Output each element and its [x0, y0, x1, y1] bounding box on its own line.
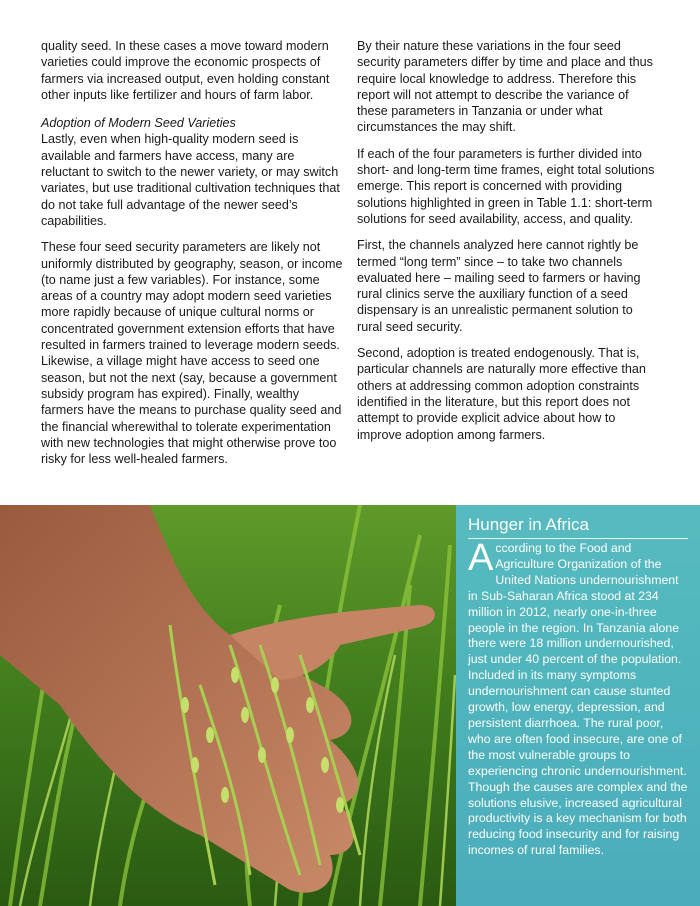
left-column: [41, 38, 343, 477]
left-paragraph-1: quality seed. In these cases a move toward modern varieties could improve the economic prospects of farmers via increased output, even holding constant other inputs like fertilizer and hours of farm labor.: [41, 39, 330, 102]
right-paragraph-3: First, the channels analyzed here cannot rightly be termed “long term” since – to take two channels evaluated here – mailing seed to farmers or having rural clinics serve the auxiliary function of a seed dispensary is an unrealistic permanent solution to rural seed security.: [357, 238, 641, 334]
sidebar-title: Hunger in Africa: [468, 515, 688, 539]
section-subheading: Adoption of Modern Seed Varieties: [41, 116, 236, 131]
right-column: [357, 38, 661, 453]
left-paragraph-2: Lastly, even when high-quality modern seed is available and farmers have access, many are reluctant to switch to the newer variety, or may switch variates, but use traditional cultivation techniques that do not take full advantage of the newer seed’s capabilities.: [41, 132, 340, 228]
sidebar-body: [468, 537, 688, 859]
left-paragraph-3: These four seed security parameters are likely not uniformly distributed by geography, season, or income (to name just a few variables). For instance, some areas of a country may adopt modern seed varieties more rapidly because of unique cultural norms or concentrated government extension efforts that have resulted in farmers trained to leverage modern seeds. Likewise, a village might have access to seed one season, but not the next (say, because a government subsidy program has expired). Finally, wealthy farmers have the means to purchase quality seed and the financial wherewithal to tolerate experimentation with new technologies that might otherwise prove too risky for less well-healed farmers.: [41, 240, 343, 467]
right-paragraph-4: Second, adoption is treated endogenously. That is, particular channels are naturally more effective than others at addressing common adoption constraints identified in the literature, but this report does not attempt to provide explicit advice about how to improve adoption among farmers.: [357, 346, 646, 442]
hunger-sidebar: [456, 505, 700, 906]
sidebar-body-text: ccording to the Food and Agriculture Organization of the United Nations undernourishment in Sub-Saharan Africa stood at 234 million in 2012, nearly one-in-three people in the region. In Tanzania alone there were 18 million undernourished, just under 40 percent of the population. Included in its many symptoms undernourishment can cause stunted growth, low energy, depression, and persistent diarrhoea. The rural poor, who are often food insecure, are one of the most vulnerable groups to experiencing chronic undernourishment. Though the causes are complex and the solutions elusive, increased agricultural productivity is a key mechanism for both reducing food insecurity and for raising incomes of rural families.: [468, 541, 688, 858]
sidebar-dropcap: A: [468, 537, 494, 579]
right-paragraph-2: If each of the four parameters is further divided into short- and long-term time frames, eight total solutions emerge. This report is concerned with providing solutions highlighted in green in Table 1.1: short-term solutions for seed availability, access, and quality.: [357, 146, 655, 226]
right-paragraph-1: By their nature these variations in the four seed security parameters differ by time and place and thus require local knowledge to address. Therefore this report will not attempt to describe the variance of these parameters in Tanzania or under what circumstances the may shift.: [357, 39, 653, 135]
